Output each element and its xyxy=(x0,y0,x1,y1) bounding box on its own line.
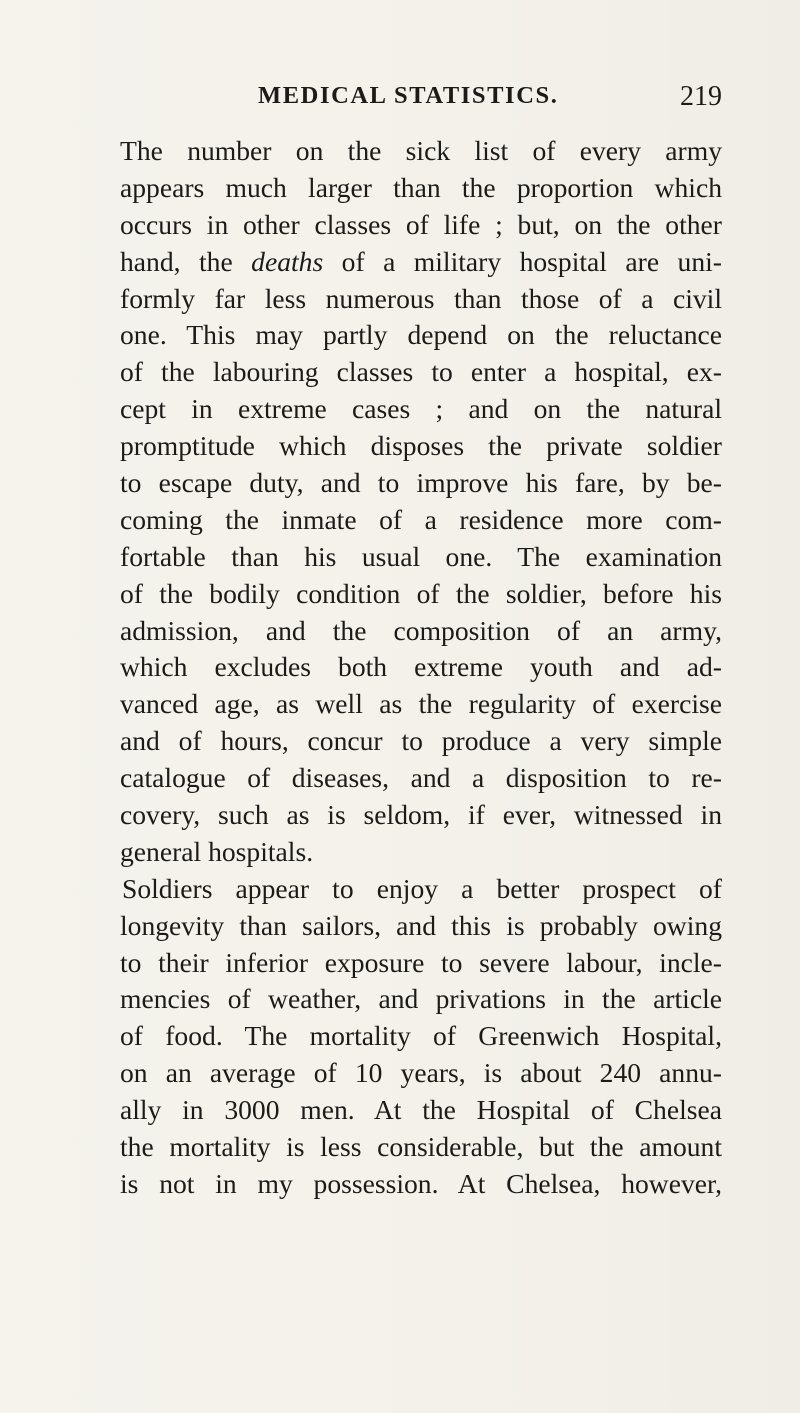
text-fragment: hand, the xyxy=(120,245,233,277)
text-line: the mortality is less considerable, but the amount xyxy=(120,1131,722,1163)
text-line: one. This may partly depend on the reluctance xyxy=(120,319,722,351)
text-line: promptitude which disposes the private soldier xyxy=(120,430,722,462)
text-line: covery, such as is seldom, if ever, witnessed in xyxy=(120,799,722,831)
text-line: ally in 3000 men. At the Hospital of Chelsea xyxy=(120,1094,722,1126)
text-line: on an average of 10 years, is about 240 annu- xyxy=(120,1057,722,1089)
text-line: longevity than sailors, and this is probably owing xyxy=(120,909,722,941)
text-line-paragraph-start: Soldiers appear to enjoy a better prospect of xyxy=(122,872,722,904)
text-line: catalogue of diseases, and a disposition to re- xyxy=(120,762,722,794)
running-title: MEDICAL STATISTICS. xyxy=(258,82,559,109)
body-text xyxy=(120,133,722,1203)
text-line: coming the inmate of a residence more com- xyxy=(120,503,722,535)
text-line: cept in extreme cases ; and on the natural xyxy=(120,393,722,425)
text-fragment: of a military hospital are uni- xyxy=(341,245,722,277)
text-line: appears much larger than the proportion which xyxy=(120,171,722,203)
text-line: is not in my possession. At Chelsea, however, xyxy=(120,1167,722,1199)
page-number: 219 xyxy=(680,81,722,112)
text-line: The number on the sick list of every army xyxy=(120,135,722,166)
text-line: occurs in other classes of life ; but, on the other xyxy=(120,208,722,240)
text-line: of the bodily condition of the soldier, before his xyxy=(120,577,722,609)
text-line-with-emphasis xyxy=(120,244,722,281)
emphasized-word: deaths xyxy=(251,245,324,277)
text-line: admission, and the composition of an army, xyxy=(120,614,722,646)
text-line: which excludes both extreme youth and ad- xyxy=(120,651,722,683)
text-line: of the labouring classes to enter a hospital, ex- xyxy=(120,356,722,388)
text-line: of food. The mortality of Greenwich Hospital, xyxy=(120,1020,722,1052)
text-line: formly far less numerous than those of a civil xyxy=(120,282,722,314)
text-line: and of hours, concur to produce a very simple xyxy=(120,725,722,757)
text-line: to escape duty, and to improve his fare, by be- xyxy=(120,467,722,499)
text-line-paragraph-end: general hospitals. xyxy=(120,835,314,867)
text-line: vanced age, as well as the regularity of exercise xyxy=(120,688,722,720)
text-line: mencies of weather, and privations in the article xyxy=(120,983,722,1015)
text-line: to their inferior exposure to severe labour, incle- xyxy=(120,946,722,978)
text-line: fortable than his usual one. The examination xyxy=(120,540,722,572)
running-head xyxy=(120,82,722,114)
